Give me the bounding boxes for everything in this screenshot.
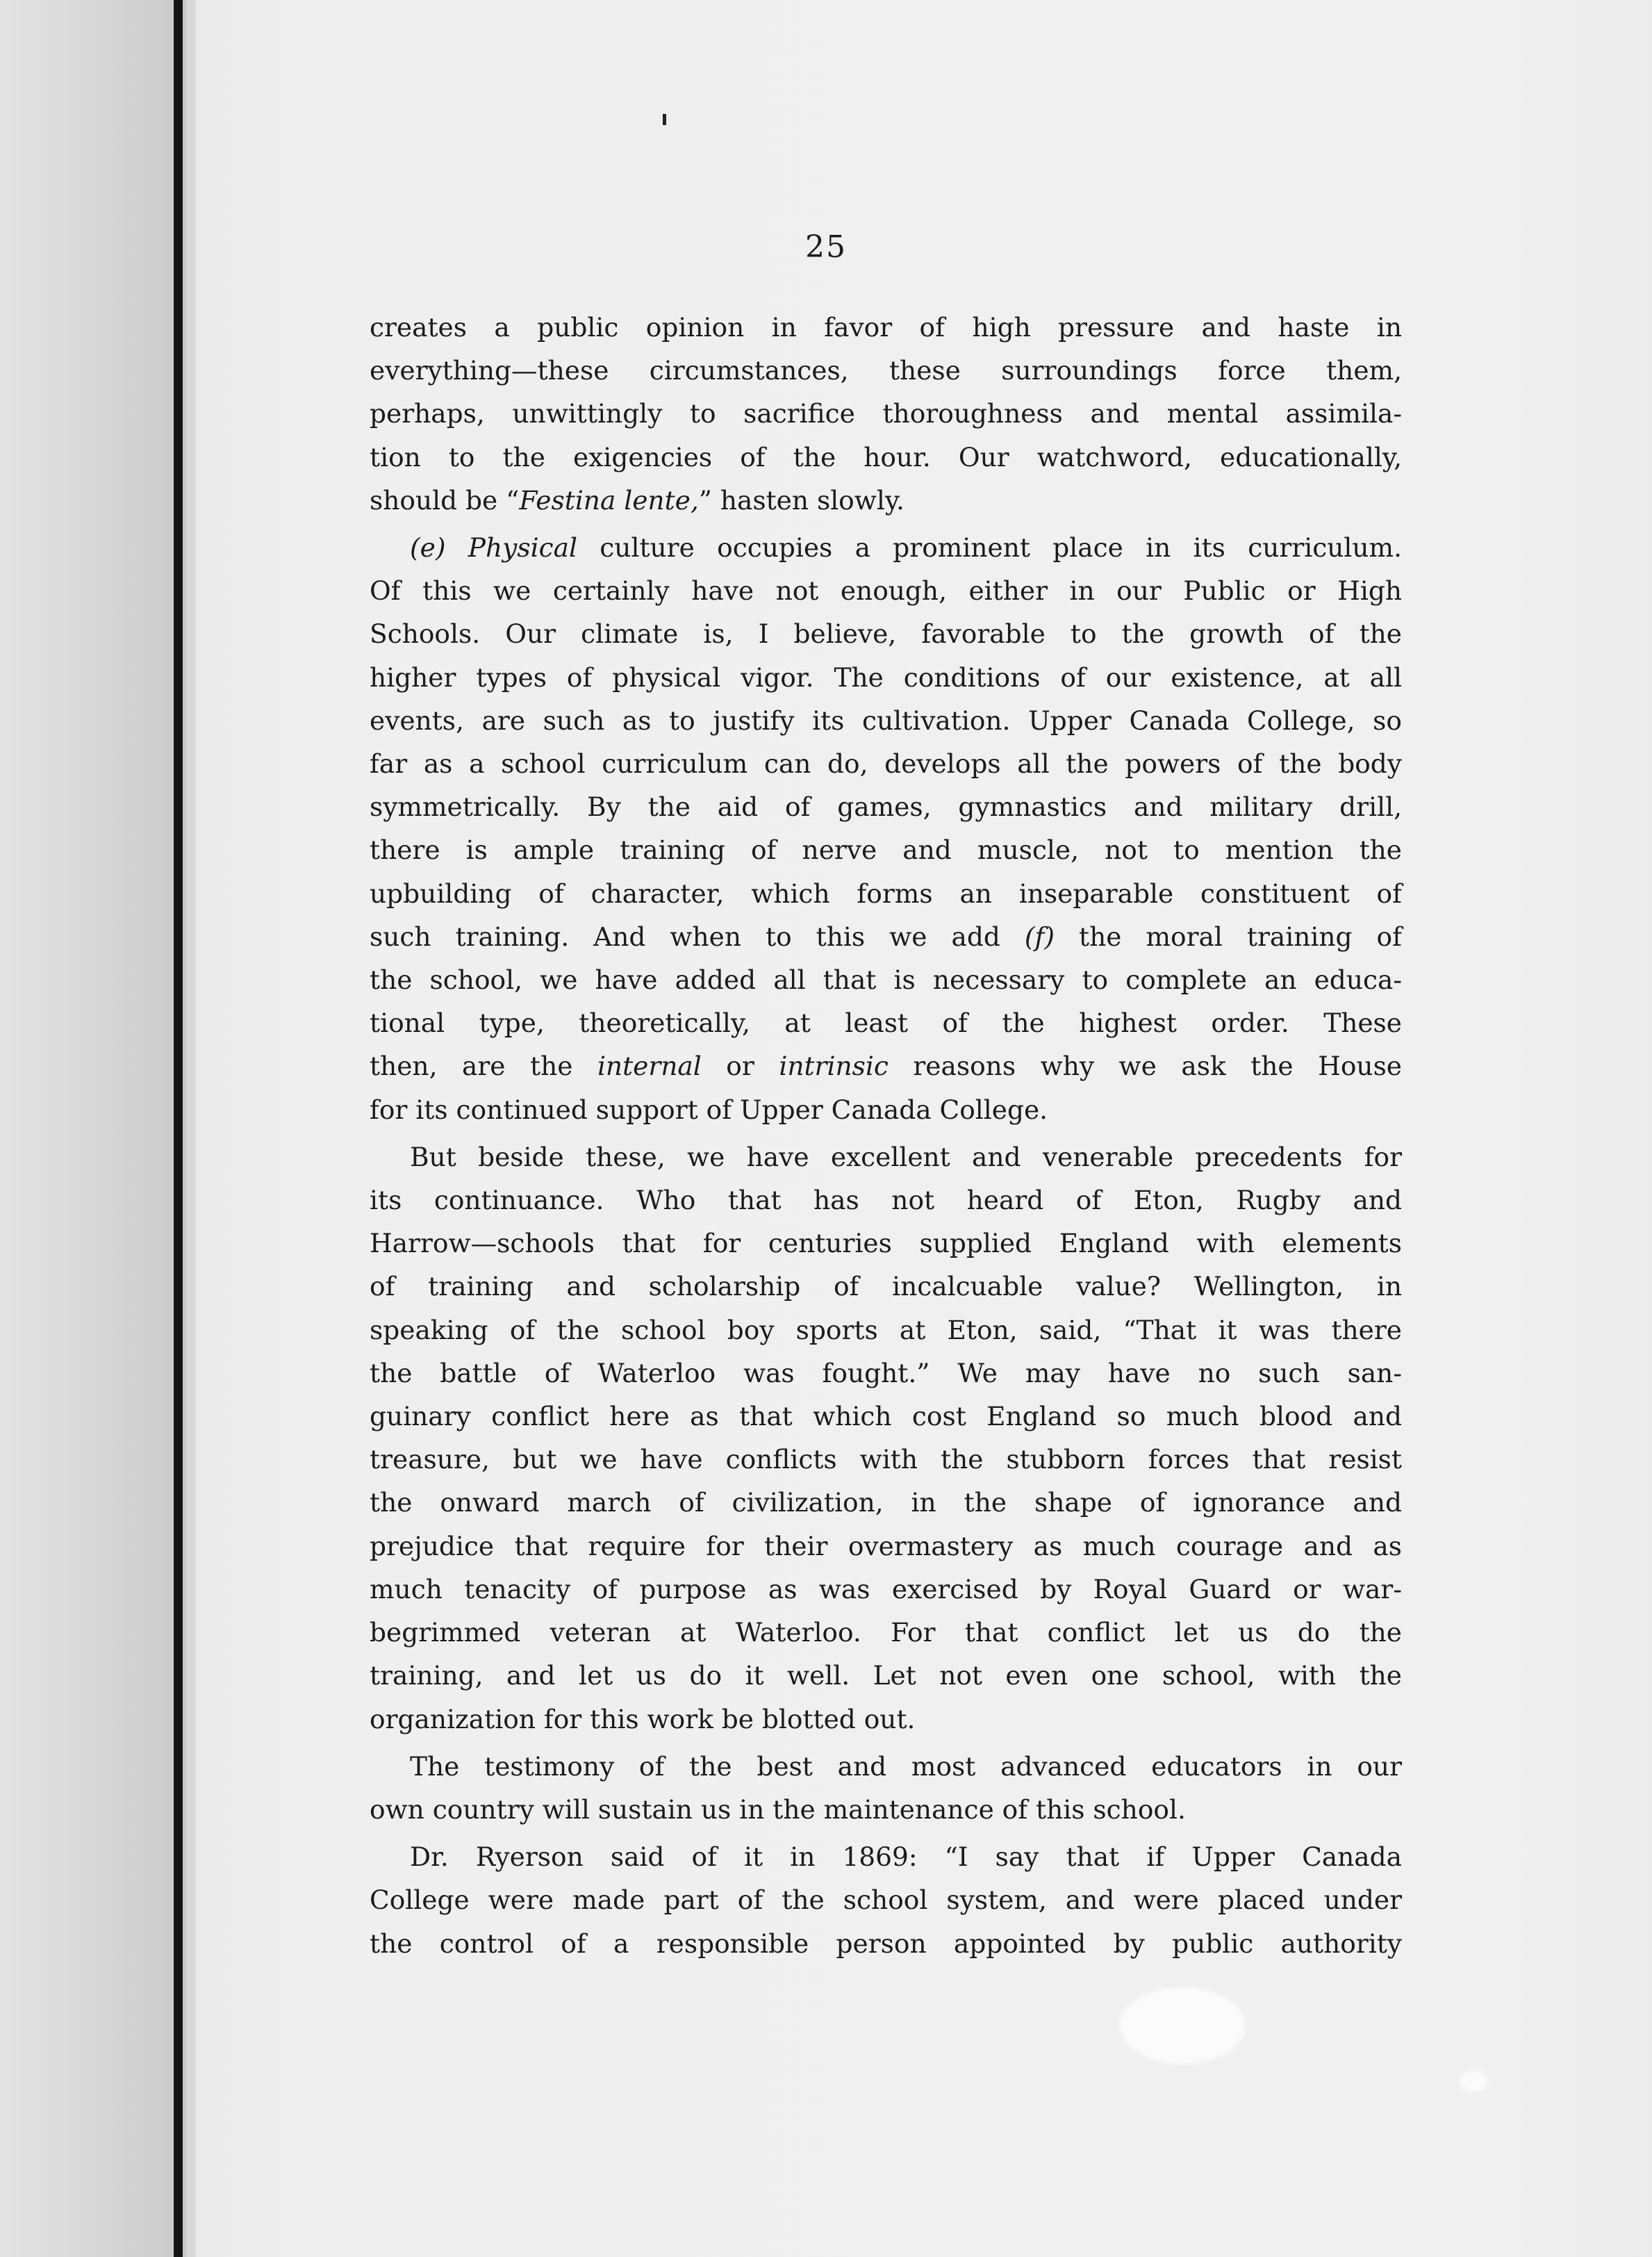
text-line: The testimony of the best and most advanced educators in our [410,1750,1402,1782]
text-line: treasure, but we have conflicts with the stubborn forces that resist [370,1444,1402,1475]
text-line: prejudice that require for their overmastery as much courage and as [370,1530,1402,1561]
paper-blemish [1460,2071,1488,2092]
text-line: upbuilding of character, which forms an inseparable constituent of [370,878,1402,909]
text-line: Harrow—schools that for centuries supplied England with elements [370,1228,1402,1259]
binding-edge [174,0,183,2257]
text-line: College were made part of the school system, and were placed under [370,1885,1402,1916]
text-line: the control of a responsible person appointed by public authority [370,1928,1402,1959]
text-line: events, are such as to justify its cultivation. Upper Canada College, so [370,705,1402,736]
text-line: own country will sustain us in the maintenance of this school. [370,1794,1186,1825]
text-line: tional type, theoretically, at least of the highest order. These [370,1008,1402,1039]
text-line: perhaps, unwittingly to sacrifice thoroughness and mental assimila- [370,398,1402,429]
text-line: Schools. Our climate is, I believe, favorable to the growth of the [370,618,1402,650]
paragraph [370,1745,1402,1831]
text-line: such training. And when to this we add (f) the moral training of [370,921,1402,952]
text-line: guinary conflict here as that which cost England so much blood and [370,1401,1402,1432]
text-line: creates a public opinion in favor of high pressure and haste in [370,312,1402,343]
text-line: symmetrically. By the aid of games, gymnastics and military drill, [370,791,1402,823]
text-line: there is ample training of nerve and muscle, not to mention the [370,835,1402,866]
text-line: (e) Physical culture occupies a prominent place in its curriculum. [410,532,1403,564]
text-line: training, and let us do it well. Let not even one school, with the [370,1660,1402,1691]
text-line: its continuance. Who that has not heard of Eton, Rugby and [370,1185,1402,1216]
text-line: But beside these, we have excellent and venerable precedents for [410,1141,1402,1172]
paragraph [370,1135,1402,1741]
paragraph [370,306,1402,522]
left-margin-gutter [0,0,186,2257]
page-number: 25 [805,229,847,265]
text-line: tion to the exigencies of the hour. Our watchword, educationally, [370,441,1402,473]
text-line: the battle of Waterloo was fought.” We may have no such san- [370,1357,1402,1388]
text-line: then, are the internal or intrinsic reasons why we ask the House [370,1051,1403,1082]
text-line: the onward march of civilization, in the shape of ignorance and [370,1487,1402,1518]
body-text [370,306,1402,1969]
text-line: far as a school curriculum can do, develops all the powers of the body [370,748,1402,780]
text-line: of training and scholarship of incalcuable value? Wellington, in [370,1271,1402,1302]
text-line: higher types of physical vigor. The conditions of our existence, at all [370,662,1402,693]
text-line: much tenacity of purpose as was exercised by Royal Guard or war- [370,1573,1402,1604]
paragraph [370,1835,1402,1965]
text-line: Dr. Ryerson said of it in 1869: “I say that if Upper Canada [410,1841,1402,1873]
text-line: should be “Festina lente,” hasten slowly. [370,484,905,516]
text-line: organization for this work be blotted out. [370,1703,916,1734]
text-line: Of this we certainly have not enough, either in our Public or High [370,575,1402,607]
text-line: begrimmed veteran at Waterloo. For that conflict let us do the [370,1617,1402,1648]
paragraph [370,526,1402,1131]
text-line: the school, we have added all that is necessary to complete an educa- [370,965,1402,996]
ink-speck [663,114,666,125]
text-line: everything—these circumstances, these surroundings force them, [370,355,1402,386]
paper-blemish [1120,1987,1245,2064]
text-line: for its continued support of Upper Canada College. [370,1094,1048,1125]
text-line: speaking of the school boy sports at Eton, said, “That it was there [370,1314,1402,1345]
